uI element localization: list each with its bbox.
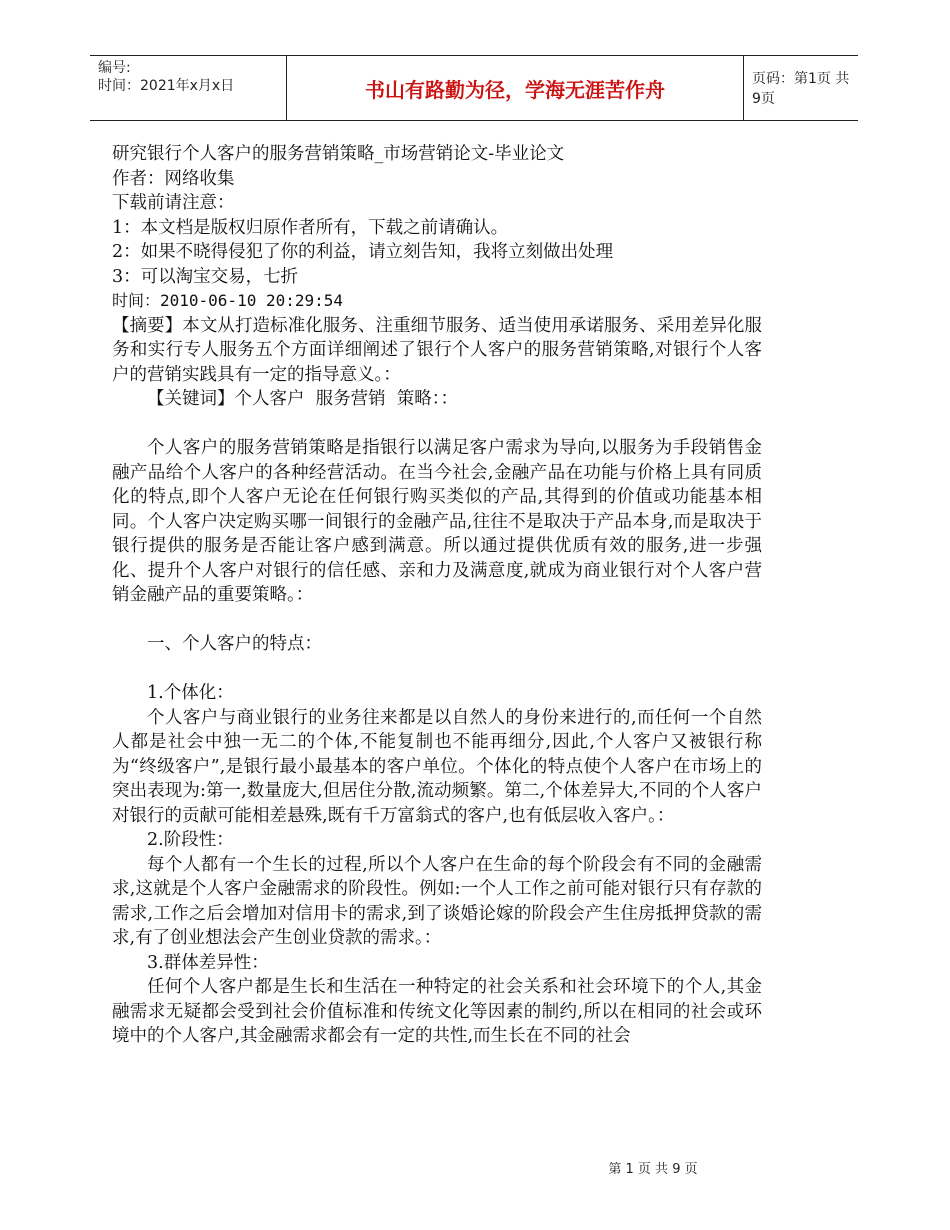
header-meta: [90, 56, 286, 120]
header-motto: 书山有路勤为径，学海无涯苦作舟: [286, 56, 744, 120]
header-page-info: 页码：第1页 共9页: [752, 71, 850, 107]
section-heading: 一、个人客户的特点：: [147, 634, 322, 654]
document-body: [112, 142, 762, 1049]
time-label: 时间：2021年x月x日: [98, 78, 235, 94]
page-footer: [0, 1158, 950, 1177]
body-paragraph: 每个人都有一个生长的过程,所以个人客户在生命的每个阶段会有不同的金融需求,这就是个人客户金融需求的阶段性。例如:一个人工作之前可能对银行只有存款的需求,工作之后会增加对信用卡的需求,到了谈婚论嫁的阶段会产生住房抵押贷款的需求,有了创业想法会产生创业贷款的需求。：: [112, 854, 762, 948]
notice-item-2: 2：如果不晓得侵犯了你的利益，请立刻告知，我将立刻做出处理: [112, 242, 614, 262]
subsection-heading: 2.阶段性：: [147, 830, 234, 850]
notice-item-1: 1：本文档是版权归原作者所有，下载之前请确认。: [112, 217, 509, 238]
document-time: 时间：2010-06-10 20:29:54: [112, 291, 344, 310]
page-header: [90, 55, 858, 121]
number-label: 编号:: [98, 60, 131, 76]
document-author: 作者：网络收集: [112, 168, 235, 189]
spacer: [112, 608, 762, 633]
body-paragraph: 任何个人客户都是生长和生活在一种特定的社会关系和社会环境下的个人,其金融需求无疑都会受到社会价值标准和传统文化等因素的制约,所以在相同的社会或环境中的个人客户,其金融需求都会有一定的共性,而生长在不同的社会: [112, 977, 762, 1046]
body-paragraph: 个人客户与商业银行的业务往来都是以自然人的身份来进行的,而任何一个自然人都是社会中独一无二的个体,不能复制也不能再细分,因此,个人客户又被银行称为“终级客户”,是银行最小最基本的客户单位。个体化的特点使个人客户在市场上的突出表现为:第一,数量庞大,但居住分散,流动频繁。第二,个体差异大,不同的个人客户对银行的贡献可能相差悬殊,既有千万富翁式的客户,也有低层收入客户。：: [112, 707, 762, 826]
subsection-heading: 1.个体化：: [147, 683, 234, 703]
notice-heading: 下载前请注意：: [112, 193, 235, 213]
spacer: [112, 412, 762, 437]
subsection-heading: 3.群体差异性：: [147, 952, 269, 973]
intro-paragraph: 个人客户的服务营销策略是指银行以满足客户需求为导向,以服务为手段销售金融产品给个人客户的各种经营活动。在当今社会,金融产品在功能与价格上具有同质化的特点,即个人客户无论在任何银行购买类似的产品,其得到的价值或功能基本相同。个人客户决定购买哪一间银行的金融产品,往往不是取决于产品本身,而是取决于银行提供的服务是否能让客户感到满意。所以通过提供优质有效的服务,进一步强化、提升个人客户对银行的信任感、亲和力及满意度,就成为商业银行对个人客户营销金融产品的重要策略。：: [112, 438, 762, 605]
abstract-paragraph: 【摘要】本文从打造标准化服务、注重细节服务、适当使用承诺服务、采用差异化服务和实行专人服务五个方面详细阐述了银行个人客户的服务营销策略,对银行个人客户的营销实践具有一定的指导意义。：: [112, 315, 762, 385]
footer-page-number: 第 1 页 共 9 页: [608, 1162, 698, 1177]
keywords-line: 【关键词】个人客户 服务营销 策略：：: [147, 389, 458, 409]
spacer: [112, 657, 762, 682]
notice-item-3: 3：可以淘宝交易，七折: [112, 266, 299, 287]
document-title: 研究银行个人客户的服务营销策略_市场营销论文-毕业论文: [112, 144, 565, 164]
